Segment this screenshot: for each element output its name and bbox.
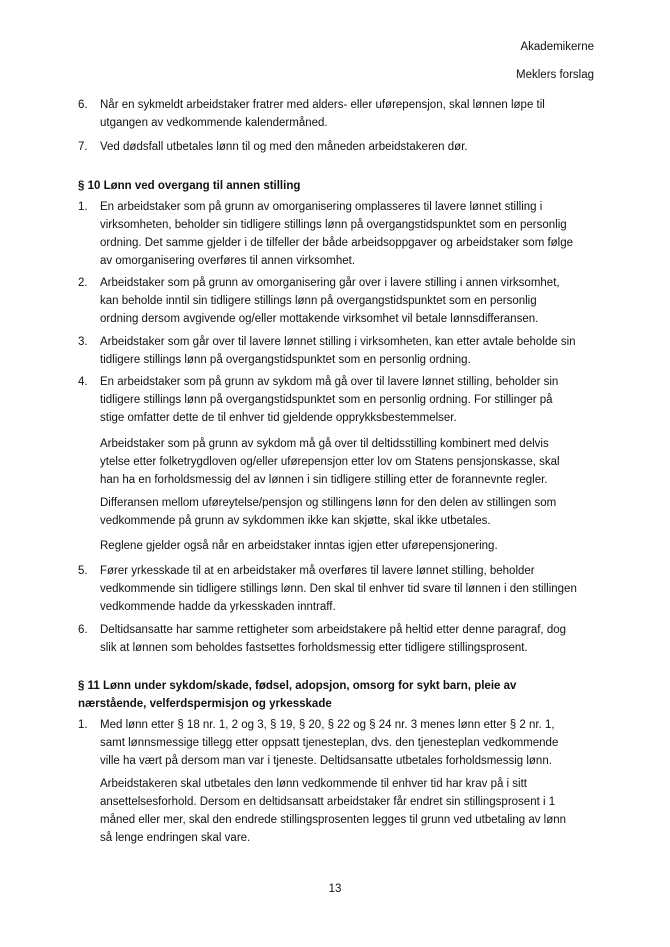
- list-item: [78, 621, 578, 657]
- section-heading: § 10 Lønn ved overgang til annen stilling: [78, 180, 301, 192]
- list-number: 1.: [78, 201, 88, 213]
- list-number: 4.: [78, 376, 88, 388]
- list-text: Med lønn etter § 18 nr. 1, 2 og 3, § 19, § 20, § 22 og § 24 nr. 3 menes lønn etter § 2 nr. 1, samt lønnsmessige tillegg etter oppsatt tjenesteplan, dvs. den tjenesteplan vedkommende ville ha vært på dersom man var i tjeneste. Deltidsansatte utbetales forholdsmessig lønn.: [100, 719, 559, 767]
- paragraph: Reglene gjelder også når en arbeidstaker inntas igjen etter uførepensjonering.: [100, 540, 498, 552]
- list-number: 2.: [78, 277, 88, 289]
- paragraph: Arbeidstakeren skal utbetales den lønn vedkommende til enhver tid har krav på i sitt ansettelsesforhold. Dersom en deltidsansatt arbeidstaker får endret sin stillingsprosent i 1 måned eller mer, skal den endrede stillingsprosenten legges til grunn ved utbetaling av lønn så lenge endringen skal vare.: [100, 778, 567, 844]
- paragraph: Arbeidstaker som på grunn av sykdom må gå over til deltidsstilling kombinert med delvis ytelse etter folketrygdloven og/eller uførepensjon etter lov om Statens pensjonskasse, skal han ha en forholdsmessig del av lønnen i sin tidligere stilling etter de forannevnte regler.: [100, 438, 560, 486]
- list-number: 6.: [78, 624, 88, 636]
- page-number: 13: [328, 883, 342, 895]
- list-text: Arbeidstaker som på grunn av omorganisering går over i lavere stilling i annen virksomhet, kan beholde inntil sin tidligere stillings lønn på overgangstidspunktet som en personlig ordning dersom avgivende og/eller mottakende virksomhet vil betale lønnsdifferansen.: [100, 277, 560, 325]
- list-text: En arbeidstaker som på grunn av sykdom må gå over til lavere lønnet stilling, beholder sin tidligere stillings lønn på overgangstidspunktet som en personlig ordning. For stillinger på stige omfatter dette de til enhver tid gjeldende opprykksbestemmelser.: [100, 376, 559, 424]
- list-text: Deltidsansatte har samme rettigheter som arbeidstakere på heltid etter denne paragraf, dog slik at lønnen som beholdes fastsettes forholdsmessig etter tidligere stillingsprosent.: [100, 624, 567, 654]
- header-organization: Akademikerne: [520, 41, 594, 53]
- list-text: Når en sykmeldt arbeidstaker fratrer med alders- eller uførepensjon, skal lønnen løpe til utgangen av vedkommende kalendermåned.: [100, 99, 545, 129]
- list-item: [78, 373, 578, 427]
- list-number: 5.: [78, 565, 88, 577]
- list-item: [78, 333, 578, 369]
- list-item: [78, 138, 578, 156]
- list-text: Arbeidstaker som går over til lavere lønnet stilling i virksomheten, kan etter avtale beholde sin tidligere stillings lønn på overgangstidspunktet som en personlig ordning.: [100, 336, 576, 366]
- paragraph: Differansen mellom uføreytelse/pensjon og stillingens lønn for den delen av stillingen som vedkommende på grunn av sykdommen ikke kan skjøtte, skal ikke utbetales.: [100, 497, 557, 527]
- list-item: [78, 274, 578, 328]
- section-heading: § 11 Lønn under sykdom/skade, fødsel, adopsjon, omsorg for sykt barn, pleie av nærstående, velferdspermisjon og yrkesskade: [78, 680, 517, 710]
- list-number: 1.: [78, 719, 88, 731]
- list-number: 7.: [78, 141, 88, 153]
- list-item: [78, 716, 578, 770]
- list-number: 3.: [78, 336, 88, 348]
- list-number: 6.: [78, 99, 88, 111]
- list-item: [78, 96, 578, 132]
- list-text: Ved dødsfall utbetales lønn til og med den måneden arbeidstakeren dør.: [100, 141, 468, 153]
- list-item: [78, 198, 578, 270]
- list-text: Fører yrkesskade til at en arbeidstaker må overføres til lavere lønnet stilling, beholder vedkommende sin tidligere stillings lønn. Den skal til enhver tid svare til lønnen i den stillingen vedkommende hadde da yrkesskaden inntraff.: [100, 565, 577, 613]
- list-text: En arbeidstaker som på grunn av omorganisering omplasseres til lavere lønnet stilling i virksomheten, beholder sin tidligere stillings lønn på overgangstidspunktet som en personlig ordning. Det samme gjelder i de tilfeller der både arbeidsoppgaver og arbeidstaker som følge av omorganisering overføres til annen virksomhet.: [100, 201, 574, 267]
- list-item: [78, 562, 578, 616]
- header-document-label: Meklers forslag: [516, 69, 594, 81]
